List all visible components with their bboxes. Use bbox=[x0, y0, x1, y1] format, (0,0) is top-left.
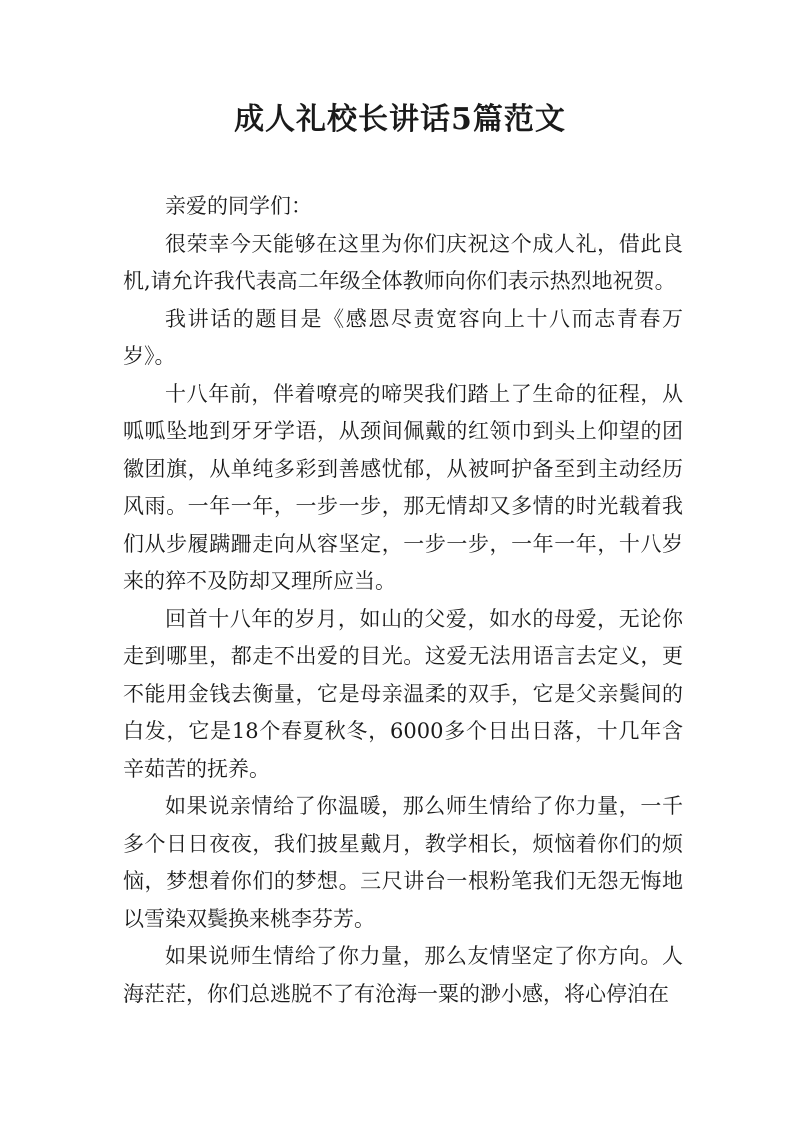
document-title: 成人礼校长讲话5篇范文 bbox=[234, 102, 566, 137]
body-paragraph: 如果说亲情给了你温暖，那么师生情给了你力量，一千多个日日夜夜，我们披星戴月，教学相长，烦恼着你们的烦恼，梦想着你们的梦想。三尺讲台一根粉笔我们无怨无悔地以雪染双鬓换来桃李芬芳。 bbox=[123, 794, 683, 931]
salutation-paragraph: 亲爱的同学们： bbox=[165, 194, 312, 218]
body-paragraph: 我讲话的题目是《感恩尽责宽容向上十八而志青春万岁》。 bbox=[123, 306, 683, 368]
body-paragraph: 回首十八年的岁月，如山的父爱，如水的母爱，无论你走到哪里，都走不出爱的目光。这爱无法用语言去定义，更不能用金钱去衡量，它是母亲温柔的双手，它是父亲鬓间的白发，它是18个春夏秋冬，6000多个日出日落，十几年含辛茹苦的抚养。 bbox=[123, 606, 683, 781]
body-paragraph: 十八年前，伴着嘹亮的啼哭我们踏上了生命的征程，从呱呱坠地到牙牙学语，从颈间佩戴的红领巾到头上仰望的团徽团旗，从单纯多彩到善感忧郁，从被呵护备至到主动经历风雨。一年一年，一步一步，那无情却又多情的时光载着我们从步履蹒跚走向从容坚定，一步一步，一年一年，十八岁来的猝不及防却又理所应当。 bbox=[123, 381, 683, 593]
body-paragraph: 很荣幸今天能够在这里为你们庆祝这个成人礼，借此良机,请允许我代表高二年级全体教师向你们表示热烈地祝贺。 bbox=[123, 231, 683, 293]
document-body bbox=[123, 188, 683, 1013]
body-paragraph: 如果说师生情给了你力量，那么友情坚定了你方向。人海茫茫，你们总逃脱不了有沧海一粟的渺小感，将心停泊在 bbox=[123, 944, 683, 1006]
